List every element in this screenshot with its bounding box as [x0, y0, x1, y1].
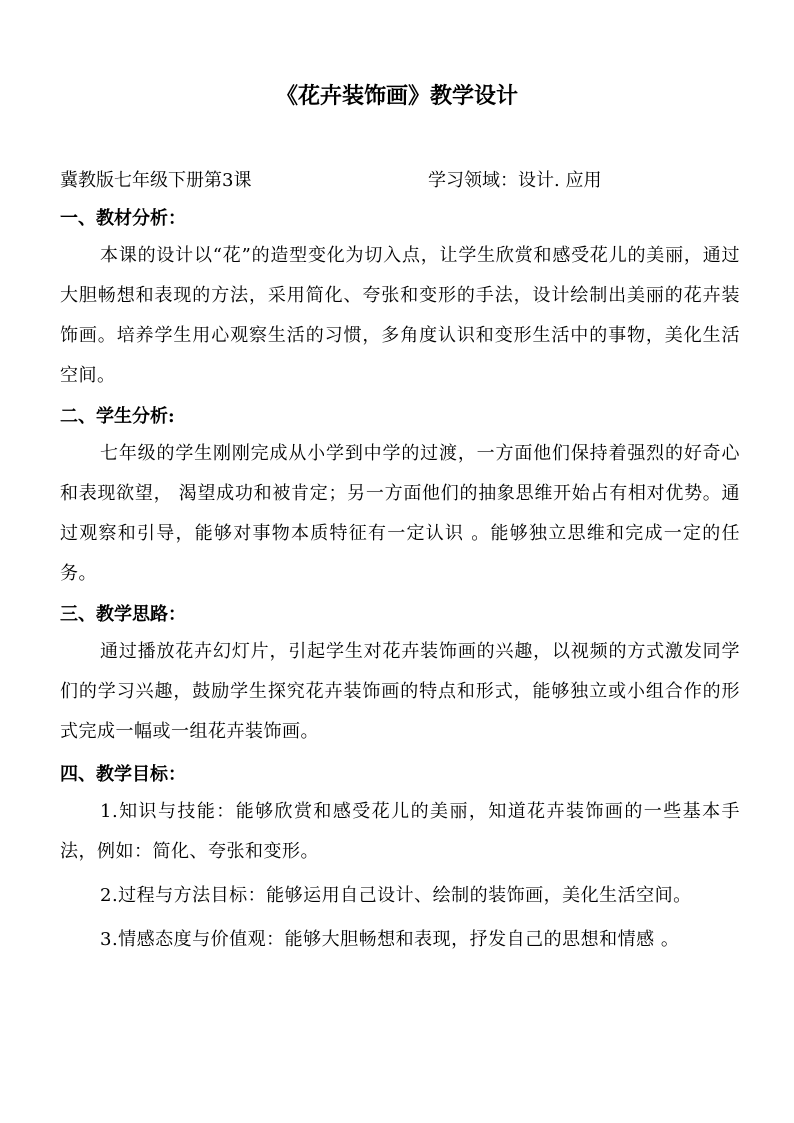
section-heading: 四、教学目标： [60, 764, 186, 785]
section-paragraph: 七年级的学生刚刚完成从小学到中学的过渡，一方面他们保持着强烈的好奇心和表现欲望， 渴望成功和被肯定；另一方面他们的抽象思维开始占有相对优势。通过观察和引导，能够对事物本质特征有一定认识 。能够独立思维和完成一定的任务。 [60, 443, 740, 584]
document-body [60, 202, 740, 964]
section-heading: 三、教学思路： [60, 604, 186, 625]
document-title: 《花卉装饰画》教学设计 [275, 83, 518, 109]
section-teaching-approach [60, 598, 740, 752]
objective-item: 1.知识与技能：能够欣赏和感受花儿的美丽，知道花卉装饰画的一些基本手法，例如：简化、夸张和变形。 [60, 801, 740, 862]
objective-item: 2.过程与方法目标：能够运用自己设计、绘制的装饰画，美化生活空间。 [100, 885, 692, 906]
section-heading: 一、教材分析： [60, 208, 186, 229]
objective-item: 3.情感态度与价值观：能够大胆畅想和表现，抒发自己的思想和情感 。 [100, 929, 680, 950]
section-paragraph: 通过播放花卉幻灯片，引起学生对花卉装饰画的兴趣，以视频的方式激发同学们的学习兴趣，鼓励学生探究花卉装饰画的特点和形式，能够独立或小组合作的形式完成一幅或一组花卉装饰画。 [60, 641, 740, 742]
course-info [60, 166, 740, 196]
course-label: 冀教版七年级下册第3课 [60, 170, 252, 191]
section-teaching-objectives [60, 758, 740, 960]
section-heading: 二、学生分析: [60, 406, 175, 427]
section-textbook-analysis [60, 202, 740, 396]
section-paragraph: 本课的设计以“花”的造型变化为切入点，让学生欣赏和感受花儿的美丽，通过大胆畅想和表现的方法，采用简化、夸张和变形的手法，设计绘制出美丽的花卉装饰画。培养学生用心观察生活的习惯，多角度认识和变形生活中的事物，美化生活空间。 [60, 245, 740, 386]
section-student-analysis [60, 400, 740, 594]
learning-domain: 学习领域：设计. 应用 [428, 170, 602, 191]
